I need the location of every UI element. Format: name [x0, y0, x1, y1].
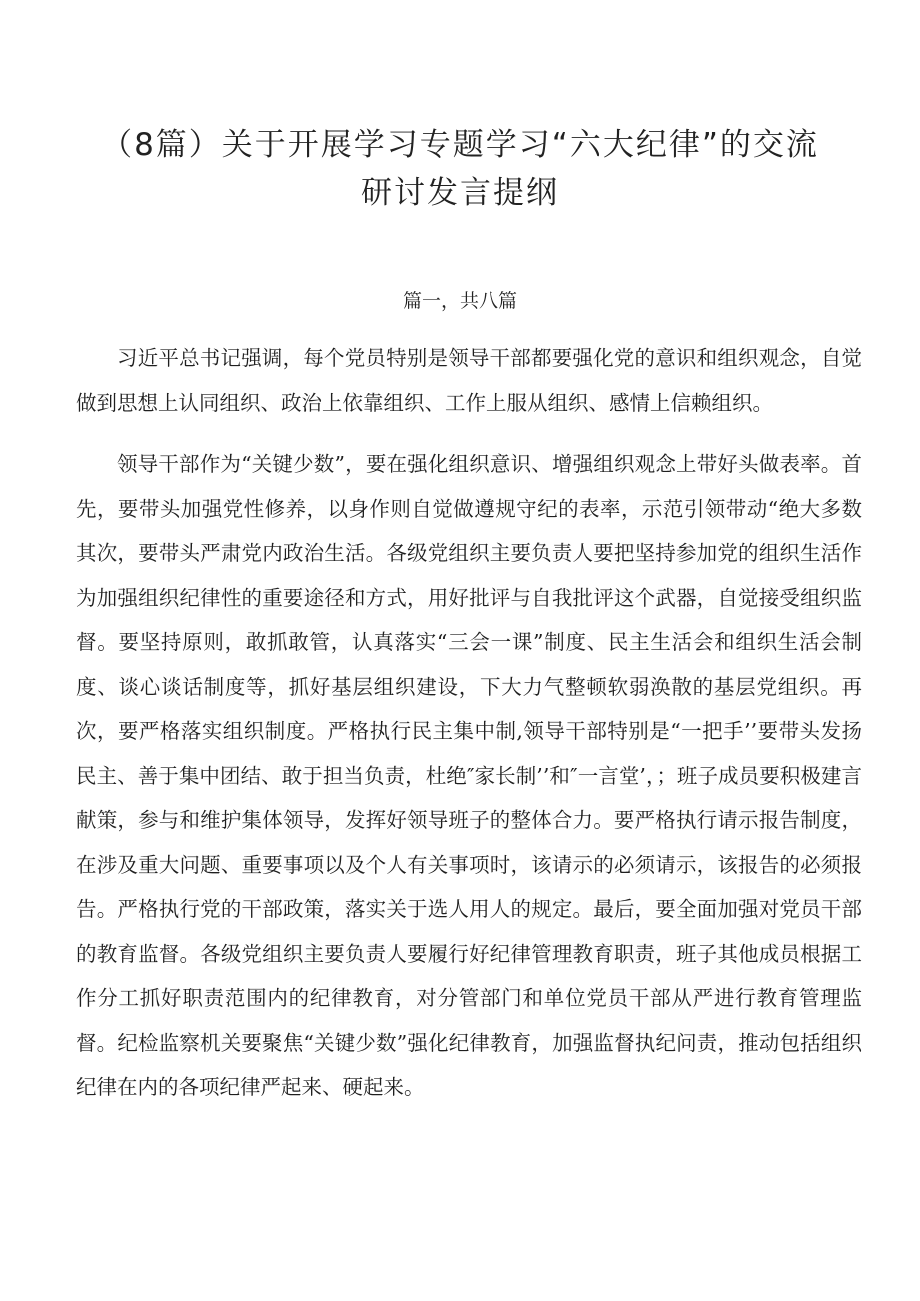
body-paragraph-2: 领导干部作为“关键少数”，要在强化组织意识、增强组织观念上带好头做表率。首先，要带头加强党性修养，以身作则自觉做遵规守纪的表率，示范引领带动“绝大多数其次，要带头严肃党内政治生活。各级党组织主要负责人要把坚持参加党的组织生活作为加强组织纪律性的重要途径和方式，用好批评与自我批评这个武器，自觉接受组织监督。要坚持原则，敢抓敢管，认真落实“三会一课”制度、民主生活会和组织生活会制度、谈心谈话制度等，抓好基层组织建设，下大力气整顿软弱涣散的基层党组织。再次，要严格落实组织制度。严格执行民主集中制,领导干部特别是“一把手’’要带头发扬民主、善于集中团结、敢于担当负责，杜绝″家长制’’和″一言堂’，；班子成员要积极建言献策，参与和维护集体领导，发挥好领导班子的整体合力。要严格执行请示报告制度，在涉及重大问题、重要事项以及个人有关事项时，该请示的必须请示，该报告的必须报告。严格执行党的干部政策，落实关于选人用人的规定。最后，要全面加强对党员干部的教育监督。各级党组织主要负责人要履行好纪律管理教育职责，班子其他成员根据工作分工抓好职责范围内的纪律教育，对分管部门和单位党员干部从严进行教育管理监督。纪检监察机关要聚焦“关键少数”强化纪律教育，加强监督执纪问责，推动包括组织纪律在内的各项纪律严起来、硬起来。	[76, 452, 862, 1099]
document-title-line-1: （8篇）关于开展学习专题学习“六大纪律”的交流	[101, 127, 819, 163]
section-heading: 篇一，共八篇	[402, 290, 517, 312]
body-paragraph-1: 习近平总书记强调，每个党员特别是领导干部都要强化党的意识和组织观念，自觉做到思想上认同组织、政治上依靠组织、工作上服从组织、感情上信赖组织。	[76, 346, 862, 415]
document-title-line-2: 研讨发言提纲	[361, 175, 559, 211]
